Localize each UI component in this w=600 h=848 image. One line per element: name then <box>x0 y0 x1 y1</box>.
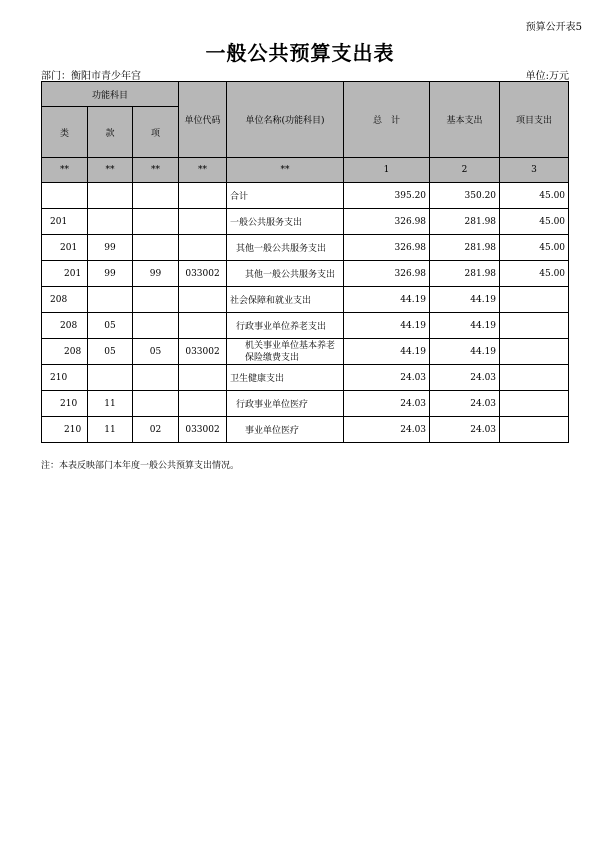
index-cell: ** <box>42 158 88 183</box>
cell-total: 44.19 <box>344 313 430 339</box>
cell-name: 合计 <box>227 183 344 209</box>
table-row <box>42 183 569 209</box>
table-row <box>42 417 569 443</box>
cell-total: 24.03 <box>344 417 430 443</box>
cell-total: 326.98 <box>344 209 430 235</box>
cell-lei: 201 <box>42 209 88 235</box>
cell-code <box>179 235 227 261</box>
cell-kuan <box>88 183 133 209</box>
cell-xiang <box>133 209 179 235</box>
cell-lei: 210 <box>42 417 88 443</box>
cell-code <box>179 287 227 313</box>
cell-project <box>500 287 569 313</box>
cell-name: 卫生健康支出 <box>227 365 344 391</box>
cell-basic: 350.20 <box>430 183 500 209</box>
cell-total: 44.19 <box>344 339 430 365</box>
cell-name: 社会保障和就业支出 <box>227 287 344 313</box>
cell-total: 326.98 <box>344 261 430 287</box>
cell-code <box>179 183 227 209</box>
cell-kuan: 99 <box>88 235 133 261</box>
cell-total: 44.19 <box>344 287 430 313</box>
cell-xiang <box>133 183 179 209</box>
table-row <box>42 261 569 287</box>
header-lei: 类 <box>42 107 88 158</box>
cell-lei: 210 <box>42 365 88 391</box>
cell-basic: 44.19 <box>430 339 500 365</box>
cell-code: 033002 <box>179 417 227 443</box>
header-unit-code: 单位代码 <box>179 82 227 158</box>
cell-project <box>500 391 569 417</box>
footnote: 注：本表反映部门本年度一般公共预算支出情况。 <box>41 461 240 471</box>
cell-project <box>500 365 569 391</box>
table-row <box>42 313 569 339</box>
cell-kuan: 99 <box>88 261 133 287</box>
cell-code <box>179 365 227 391</box>
cell-name: 机关事业单位基本养老保险缴费支出 <box>227 339 344 365</box>
index-row <box>42 158 569 183</box>
cell-code: 033002 <box>179 339 227 365</box>
cell-project <box>500 313 569 339</box>
cell-lei: 201 <box>42 261 88 287</box>
index-cell: ** <box>88 158 133 183</box>
page-title: 一般公共预算支出表 <box>205 41 395 65</box>
cell-project: 45.00 <box>500 183 569 209</box>
table-row <box>42 391 569 417</box>
cell-basic: 44.19 <box>430 287 500 313</box>
index-cell: 2 <box>430 158 500 183</box>
header-unit-name: 单位名称(功能科目) <box>227 82 344 158</box>
cell-total: 24.03 <box>344 391 430 417</box>
cell-name: 其他一般公共服务支出 <box>227 235 344 261</box>
cell-project: 45.00 <box>500 209 569 235</box>
cell-lei: 208 <box>42 339 88 365</box>
unit-label: 单位:万元 <box>525 71 569 82</box>
table-row <box>42 339 569 365</box>
cell-project: 45.00 <box>500 235 569 261</box>
cell-name: 事业单位医疗 <box>227 417 344 443</box>
header-basic: 基本支出 <box>430 82 500 158</box>
cell-xiang <box>133 391 179 417</box>
cell-total: 24.03 <box>344 365 430 391</box>
cell-code: 033002 <box>179 261 227 287</box>
index-cell: ** <box>227 158 344 183</box>
cell-name: 行政事业单位医疗 <box>227 391 344 417</box>
header-kuan: 款 <box>88 107 133 158</box>
cell-kuan <box>88 365 133 391</box>
cell-code <box>179 391 227 417</box>
budget-table <box>41 81 569 443</box>
cell-xiang: 99 <box>133 261 179 287</box>
index-cell: 3 <box>500 158 569 183</box>
cell-total: 326.98 <box>344 235 430 261</box>
cell-xiang <box>133 365 179 391</box>
header-func-subject: 功能科目 <box>42 82 179 107</box>
cell-name: 一般公共服务支出 <box>227 209 344 235</box>
index-cell: 1 <box>344 158 430 183</box>
cell-lei: 201 <box>42 235 88 261</box>
table-number: 预算公开表5 <box>525 22 582 33</box>
header-total: 总 计 <box>344 82 430 158</box>
cell-lei: 208 <box>42 287 88 313</box>
cell-basic: 281.98 <box>430 261 500 287</box>
table-row <box>42 287 569 313</box>
table-row <box>42 209 569 235</box>
cell-kuan: 11 <box>88 417 133 443</box>
cell-kuan: 05 <box>88 313 133 339</box>
cell-xiang <box>133 287 179 313</box>
cell-basic: 281.98 <box>430 209 500 235</box>
cell-lei <box>42 183 88 209</box>
cell-basic: 281.98 <box>430 235 500 261</box>
cell-name: 其他一般公共服务支出 <box>227 261 344 287</box>
cell-basic: 44.19 <box>430 313 500 339</box>
header-xiang: 项 <box>133 107 179 158</box>
cell-basic: 24.03 <box>430 417 500 443</box>
table-row <box>42 235 569 261</box>
cell-basic: 24.03 <box>430 365 500 391</box>
cell-code <box>179 209 227 235</box>
department-label: 部门：衡阳市青少年宫 <box>41 71 141 82</box>
index-cell: ** <box>133 158 179 183</box>
cell-kuan <box>88 209 133 235</box>
header-project: 项目支出 <box>500 82 569 158</box>
cell-project <box>500 339 569 365</box>
cell-xiang <box>133 313 179 339</box>
cell-xiang <box>133 235 179 261</box>
cell-xiang: 02 <box>133 417 179 443</box>
cell-project: 45.00 <box>500 261 569 287</box>
index-cell: ** <box>179 158 227 183</box>
cell-code <box>179 313 227 339</box>
table-row <box>42 365 569 391</box>
cell-kuan: 05 <box>88 339 133 365</box>
cell-name: 行政事业单位养老支出 <box>227 313 344 339</box>
cell-xiang: 05 <box>133 339 179 365</box>
cell-kuan <box>88 287 133 313</box>
cell-kuan: 11 <box>88 391 133 417</box>
cell-lei: 208 <box>42 313 88 339</box>
cell-lei: 210 <box>42 391 88 417</box>
cell-project <box>500 417 569 443</box>
cell-total: 395.20 <box>344 183 430 209</box>
cell-basic: 24.03 <box>430 391 500 417</box>
